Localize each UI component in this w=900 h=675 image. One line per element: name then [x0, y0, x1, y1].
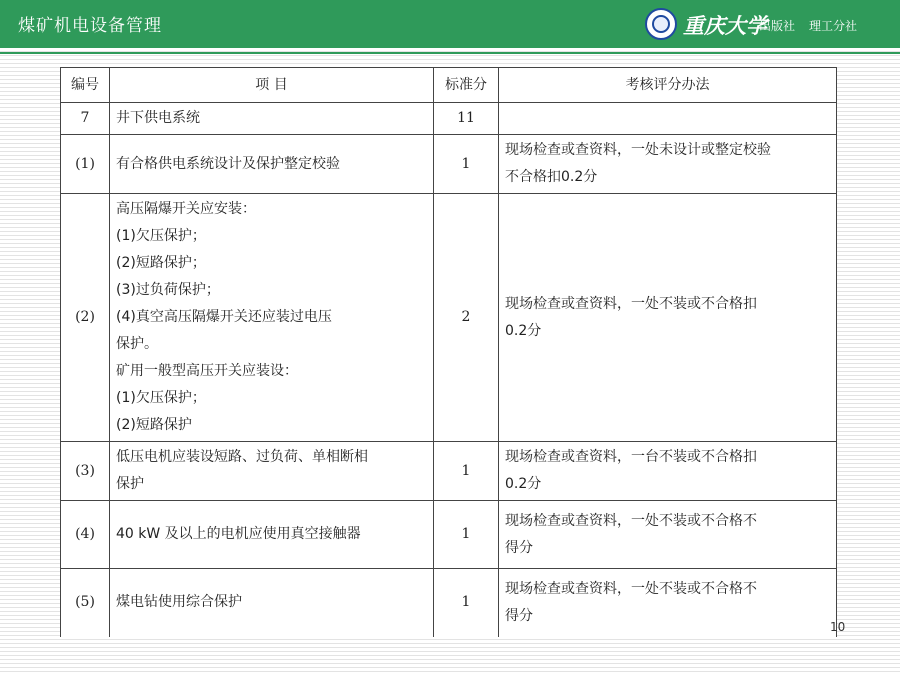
row-score: 1 — [434, 569, 499, 637]
row-item — [110, 569, 434, 637]
row-method — [499, 135, 837, 194]
row-score: 1 — [434, 501, 499, 569]
header-standard-score: 标准分 — [434, 68, 499, 103]
slide-title: 煤矿机电设备管理 — [18, 16, 162, 36]
item-line: (4)真空高压隔爆开关还应装过电压 — [116, 309, 332, 325]
item-line: 低压电机应装设短路、过负荷、单相断相 — [116, 449, 368, 465]
row-item — [110, 501, 434, 569]
item-line: 高压隔爆开关应安装： — [116, 201, 256, 217]
method-line: 现场检查或查资料，一处未设计或整定校验 — [505, 142, 771, 158]
method-line: 得分 — [505, 539, 533, 556]
item-line: 有合格供电系统设计及保护整定校验 — [116, 155, 340, 172]
header-divider — [0, 52, 900, 54]
row-method — [499, 194, 837, 442]
method-line: 0.2分 — [505, 322, 542, 339]
assessment-table — [60, 67, 837, 637]
table-header-row — [61, 68, 837, 103]
method-line: 得分 — [505, 607, 533, 624]
university-logo-text: 重庆大学 — [683, 13, 767, 38]
item-line: 井下供电系统 — [116, 110, 200, 126]
page-number: 10 — [830, 620, 846, 634]
table-row — [61, 103, 837, 135]
row-score: 2 — [434, 194, 499, 442]
method-line: 0.2分 — [505, 476, 542, 492]
publisher-division: 理工分社 — [809, 19, 858, 33]
row-item — [110, 103, 434, 135]
item-line: (2)短路保护 — [116, 417, 192, 433]
row-number: (5) — [61, 569, 110, 637]
row-number: (1) — [61, 135, 110, 194]
header-item: 项 目 — [110, 68, 434, 103]
header-bar — [0, 0, 900, 48]
method-line: 现场检查或查资料，一处不装或不合格不 — [505, 512, 757, 529]
row-item — [110, 194, 434, 442]
method-line: 现场检查或查资料，一台不装或不合格扣 — [505, 449, 757, 465]
row-method — [499, 103, 837, 135]
table-row — [61, 135, 837, 194]
publisher-text — [759, 17, 857, 34]
row-method — [499, 442, 837, 501]
table-row — [61, 569, 837, 637]
item-line: (3)过负荷保护； — [116, 282, 220, 298]
row-number: (2) — [61, 194, 110, 442]
publisher-label: 出版社 — [759, 19, 796, 33]
header-number: 编号 — [61, 68, 110, 103]
row-item — [110, 442, 434, 501]
row-score: 1 — [434, 135, 499, 194]
method-line: 现场检查或查资料，一处不装或不合格扣 — [505, 295, 757, 312]
item-line: (1)欠压保护； — [116, 390, 206, 406]
table-row — [61, 501, 837, 569]
row-method — [499, 501, 837, 569]
table-row — [61, 194, 837, 442]
university-seal-icon — [645, 8, 677, 40]
item-line: 煤电钻使用综合保护 — [116, 594, 242, 611]
item-line: 40 kW 及以上的电机应使用真空接触器 — [116, 526, 361, 542]
header-scoring-method: 考核评分办法 — [499, 68, 837, 103]
item-line: (2)短路保护； — [116, 255, 206, 271]
method-line: 不合格扣0.2分 — [505, 169, 598, 185]
item-line: 矿用一般型高压开关应装设： — [116, 363, 298, 379]
row-score: 1 — [434, 442, 499, 501]
row-item — [110, 135, 434, 194]
item-line: 保护。 — [116, 336, 158, 352]
item-line: 保护 — [116, 476, 144, 492]
row-method — [499, 569, 837, 637]
row-score: 11 — [434, 103, 499, 135]
row-number: (4) — [61, 501, 110, 569]
method-line: 现场检查或查资料，一处不装或不合格不 — [505, 580, 757, 597]
row-number: 7 — [61, 103, 110, 135]
item-line: (1)欠压保护； — [116, 228, 206, 244]
table-row — [61, 442, 837, 501]
row-number: (3) — [61, 442, 110, 501]
